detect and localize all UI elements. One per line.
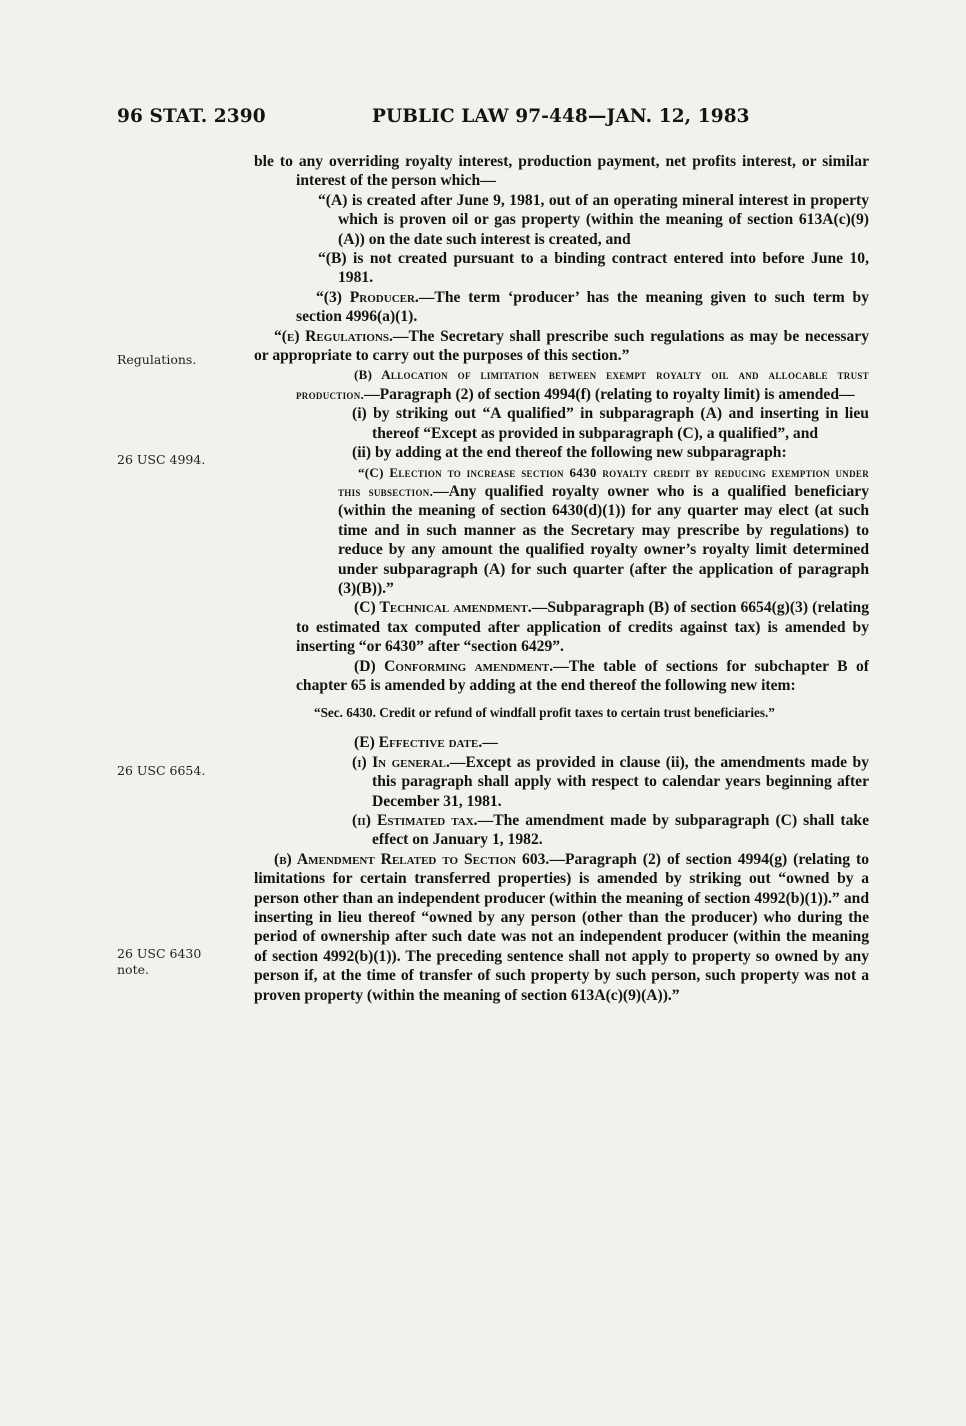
clause-a: “(A) is created after June 9, 1981, out of an operating mineral interest in property which is proven oil or gas property (within the meaning of section 613A(c)(9)(A)) on the date such interest is created, and <box>318 191 869 248</box>
clause-ii-adding: (ii) by adding at the end thereof the following new subparagraph: <box>352 444 787 462</box>
subsection-b-amendment <box>254 850 869 1005</box>
statute-body <box>254 152 869 1005</box>
subsection-regulations <box>254 327 869 366</box>
heading-effective-date: (E) Effective date. <box>354 734 483 752</box>
paragraph-producer <box>254 288 869 327</box>
heading-election: “(C) Election to increase section 6430 royalty credit by reducing exemption under this subsection. <box>338 464 869 499</box>
paragraph-allocation <box>254 365 869 404</box>
clause-in-general <box>254 753 869 811</box>
text-conforming-amendment: —The table of sections for subchapter B of chapter 65 is amended by adding at the end thereof the following new item: <box>296 657 869 694</box>
text-in-general: —Except as provided in clause (ii), the amendments made by this paragraph shall apply with respect to calendar years beginning after December 31, 1981. <box>372 753 869 810</box>
stat-page-number: 96 STAT. 2390 <box>117 106 266 127</box>
table-of-sections-item: “Sec. 6430. Credit or refund of windfall profit taxes to certain trust beneficiaries.” <box>314 705 775 721</box>
clause-estimated-tax <box>254 811 869 850</box>
margin-note-usc-4994: 26 USC 4994. <box>117 452 206 467</box>
public-law-title: PUBLIC LAW 97-448—JAN. 12, 1983 <box>372 106 750 127</box>
clause-b: “(B) is not created pursuant to a binding contract entered into before June 10, 1981. <box>318 250 869 287</box>
clause-i-striking: (i) by striking out “A qualified” in subparagraph (A) and inserting in lieu thereof “Except as provided in subparagraph (C), a qualified”, and <box>352 405 869 442</box>
margin-note-note: note. <box>117 962 149 977</box>
text-effective-date: — <box>482 734 498 752</box>
text-estimated-tax: —The amendment made by subparagraph (C) shall take effect on January 1, 1982. <box>372 812 869 849</box>
margin-note-usc-6654: 26 USC 6654. <box>117 763 206 778</box>
paragraph-technical-amendment <box>254 598 869 656</box>
heading-producer: “(3) Producer. <box>316 288 419 306</box>
margin-note-usc-6430: 26 USC 6430 <box>117 946 202 961</box>
text-regulations: —The Secretary shall prescribe such regulations as may be necessary or appropriate to carry out the purposes of this section.” <box>254 327 870 365</box>
heading-regulations: “(e) Regulations. <box>274 327 393 345</box>
text-election: —Any qualified royalty owner who is a qualified beneficiary (within the meaning of section 6430(d)(1)) for any quarter may elect (at such time and in such manner as the Secretary may prescribe by regulations) to reduce by any amount the qualified royalty owner’s royalty limit determined under subparagraph (A) for such quarter (after the application of paragraph (3)(B)).” <box>338 482 869 597</box>
paragraph-election <box>254 463 869 599</box>
heading-technical-amendment: (C) Technical amendment. <box>354 599 532 617</box>
heading-conforming-amendment: (D) Conforming amendment. <box>354 657 554 675</box>
text-allocation: —Paragraph (2) of section 4994(f) (relating to royalty limit) is amended— <box>364 385 855 403</box>
heading-estimated-tax: (ii) Estimated tax. <box>352 812 478 829</box>
heading-in-general: (i) In general. <box>352 753 450 771</box>
paragraph-effective-date <box>254 733 869 752</box>
heading-allocation: (B) Allocation of limitation between exempt royalty oil and allocable trust production. <box>296 367 869 402</box>
text-section-603: —Paragraph (2) of section 4994(g) (relating to limitations for certain transferred properties) is amended by striking out “owned by a person other than an independent producer (within the meaning of section 4992(b)(1)).” and inserting in lieu thereof “owned by any person (other than the producer) who during the period of ownership after such date was not an independent producer (within the meaning of section 4992(b)(1)). The preceding sentence shall not apply to property so owned by any person if, at the time of transfer of such property by such person, such property was not a proven property (within the meaning of section 613A(c)(9)(A)).” <box>254 850 869 1004</box>
margin-note-regulations: Regulations. <box>117 352 197 367</box>
text-producer: —The term ‘producer’ has the meaning given to such term by section 4996(a)(1). <box>296 288 870 326</box>
paragraph-continuation: ble to any overriding royalty interest, production payment, net profits interest, or similar interest of the person which— <box>254 153 869 190</box>
paragraph-conforming-amendment <box>254 657 869 696</box>
heading-section-603: (b) Amendment Related to Section 603. <box>274 850 550 868</box>
text-technical-amendment: —Subparagraph (B) of section 6654(g)(3) (relating to estimated tax computed after application of credits against tax) is amended by inserting “or 6430” after “section 6429”. <box>296 599 869 656</box>
